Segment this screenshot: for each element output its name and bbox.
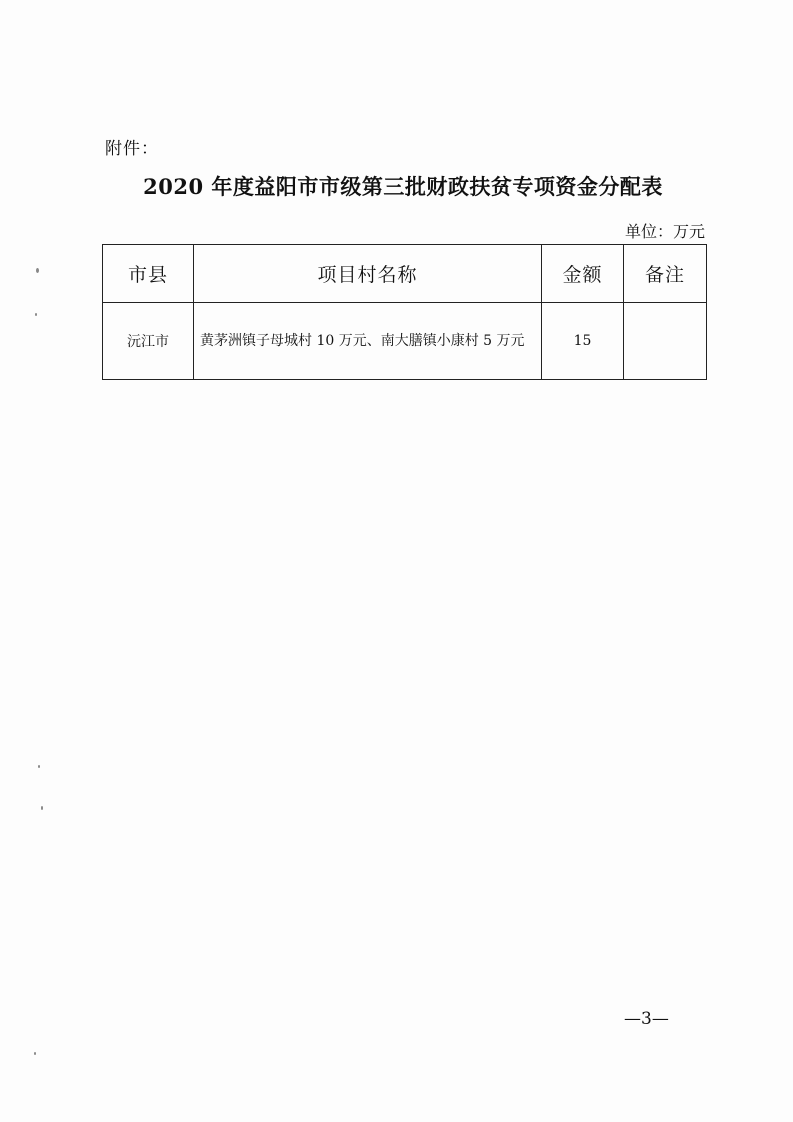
table-header-row: [103, 245, 707, 303]
cell-remark: [624, 303, 707, 380]
header-amount: 金额: [542, 245, 624, 303]
scan-speck: [38, 765, 40, 768]
attachment-label: 附件：: [105, 139, 159, 159]
scan-speck: [35, 313, 37, 316]
scan-speck: [36, 268, 39, 273]
table-row: [103, 303, 707, 380]
page-number: —3—: [624, 1009, 669, 1029]
unit-label: 单位：万元: [624, 222, 705, 241]
cell-county: 沅江市: [103, 303, 194, 380]
allocation-table: [102, 244, 707, 380]
scan-speck: [41, 806, 43, 810]
cell-project: 黄茅洲镇子母城村 10 万元、南大膳镇小康村 5 万元: [194, 303, 542, 380]
header-remark: 备注: [624, 245, 707, 303]
header-project-village: 项目村名称: [194, 245, 542, 303]
scan-speck: [34, 1052, 36, 1055]
document-title: 2020 年度益阳市市级第三批财政扶贫专项资金分配表: [143, 174, 663, 199]
cell-amount: 15: [542, 303, 624, 380]
header-county: 市县: [103, 245, 194, 303]
